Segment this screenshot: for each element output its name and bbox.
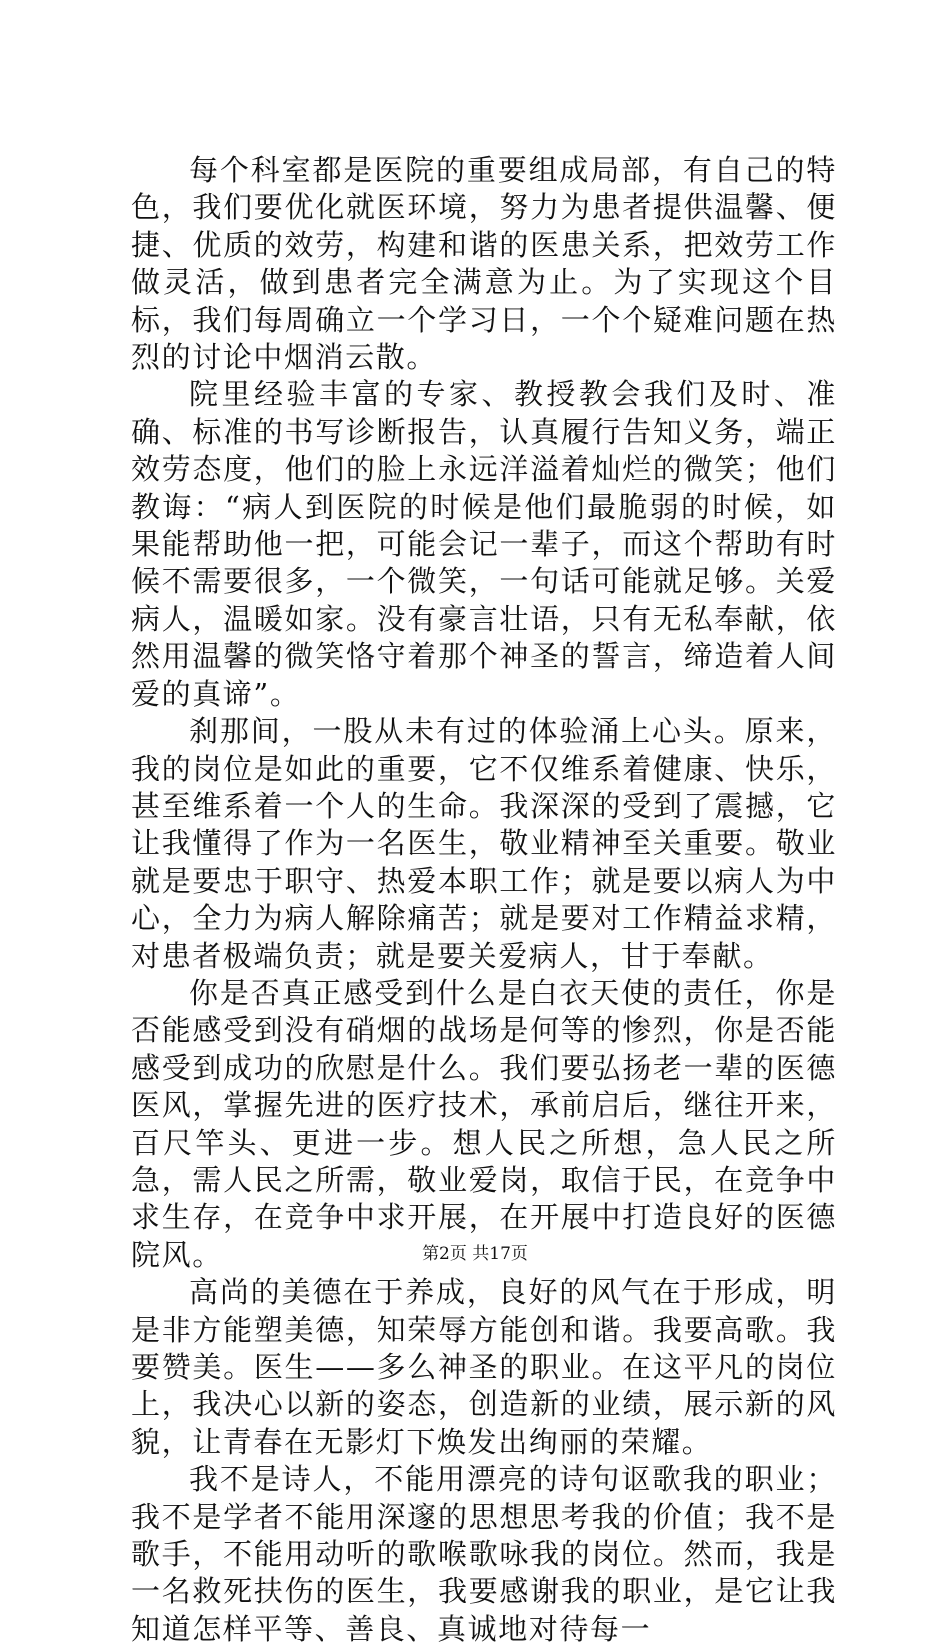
paragraph: 院里经验丰富的专家、教授教会我们及时、准确、标准的书写诊断报告，认真履行告知义务，端正效劳态度，他们的脸上永远洋溢着灿烂的微笑；他们教诲：“病人到医院的时候是他们最脆弱的时候，如果能帮助他一把，可能会记一辈子，而这个帮助有时候不需要很多，一个微笑，一句话可能就足够。关爱病人，温暖如家。没有豪言壮语，只有无私奉献，依然用温馨的微笑恪守着那个神圣的誓言，缔造着人间爱的真谛”。 — [131, 377, 837, 711]
paragraph: 刹那间，一股从未有过的体验涌上心头。原来，我的岗位是如此的重要，它不仅维系着健康、快乐，甚至维系着一个人的生命。我深深的受到了震撼，它让我懂得了作为一名医生，敬业精神至关重要。敬业就是要忠于职守、热爱本职工作；就是要以病人为中心，全力为病人解除痛苦；就是要对工作精益求精，对患者极端负责；就是要关爱病人，甘于奉献。 — [131, 714, 837, 973]
document-body — [131, 152, 837, 1648]
page-number: 第2页 — [422, 1244, 467, 1264]
page-total: 共17页 — [472, 1244, 528, 1264]
paragraph: 每个科室都是医院的重要组成局部，有自己的特色，我们要优化就医环境，努力为患者提供温馨、便捷、优质的效劳，构建和谐的医患关系，把效劳工作做灵活，做到患者完全满意为止。为了实现这个目标，我们每周确立一个学习日，一个个疑难问题在热烈的讨论中烟消云散。 — [131, 153, 837, 375]
paragraph: 我不是诗人，不能用漂亮的诗句讴歌我的职业；我不是学者不能用深邃的思想思考我的价值；我不是歌手，不能用动听的歌喉歌咏我的岗位。然而，我是一名救死扶伤的医生，我要感谢我的职业，是它让我知道怎样平等、善良、真诚地对待每一 — [131, 1462, 837, 1646]
page-footer — [0, 1243, 950, 1265]
paragraph: 你是否真正感受到什么是白衣天使的责任，你是否能感受到没有硝烟的战场是何等的惨烈，你是否能感受到成功的欣慰是什么。我们要弘扬老一辈的医德医风，掌握先进的医疗技术，承前启后，继往开来，百尺竿头、更进一步。想人民之所想，急人民之所急，需人民之所需，敬业爱岗，取信于民，在竞争中求生存，在竞争中求开展，在开展中打造良好的医德院风。 — [131, 975, 837, 1272]
paragraph: 高尚的美德在于养成，良好的风气在于形成，明是非方能塑美德，知荣辱方能创和谐。我要高歌。我要赞美。医生——多么神圣的职业。在这平凡的岗位上，我决心以新的姿态，创造新的业绩，展示新的风貌，让青春在无影灯下焕发出绚丽的荣耀。 — [131, 1275, 837, 1459]
